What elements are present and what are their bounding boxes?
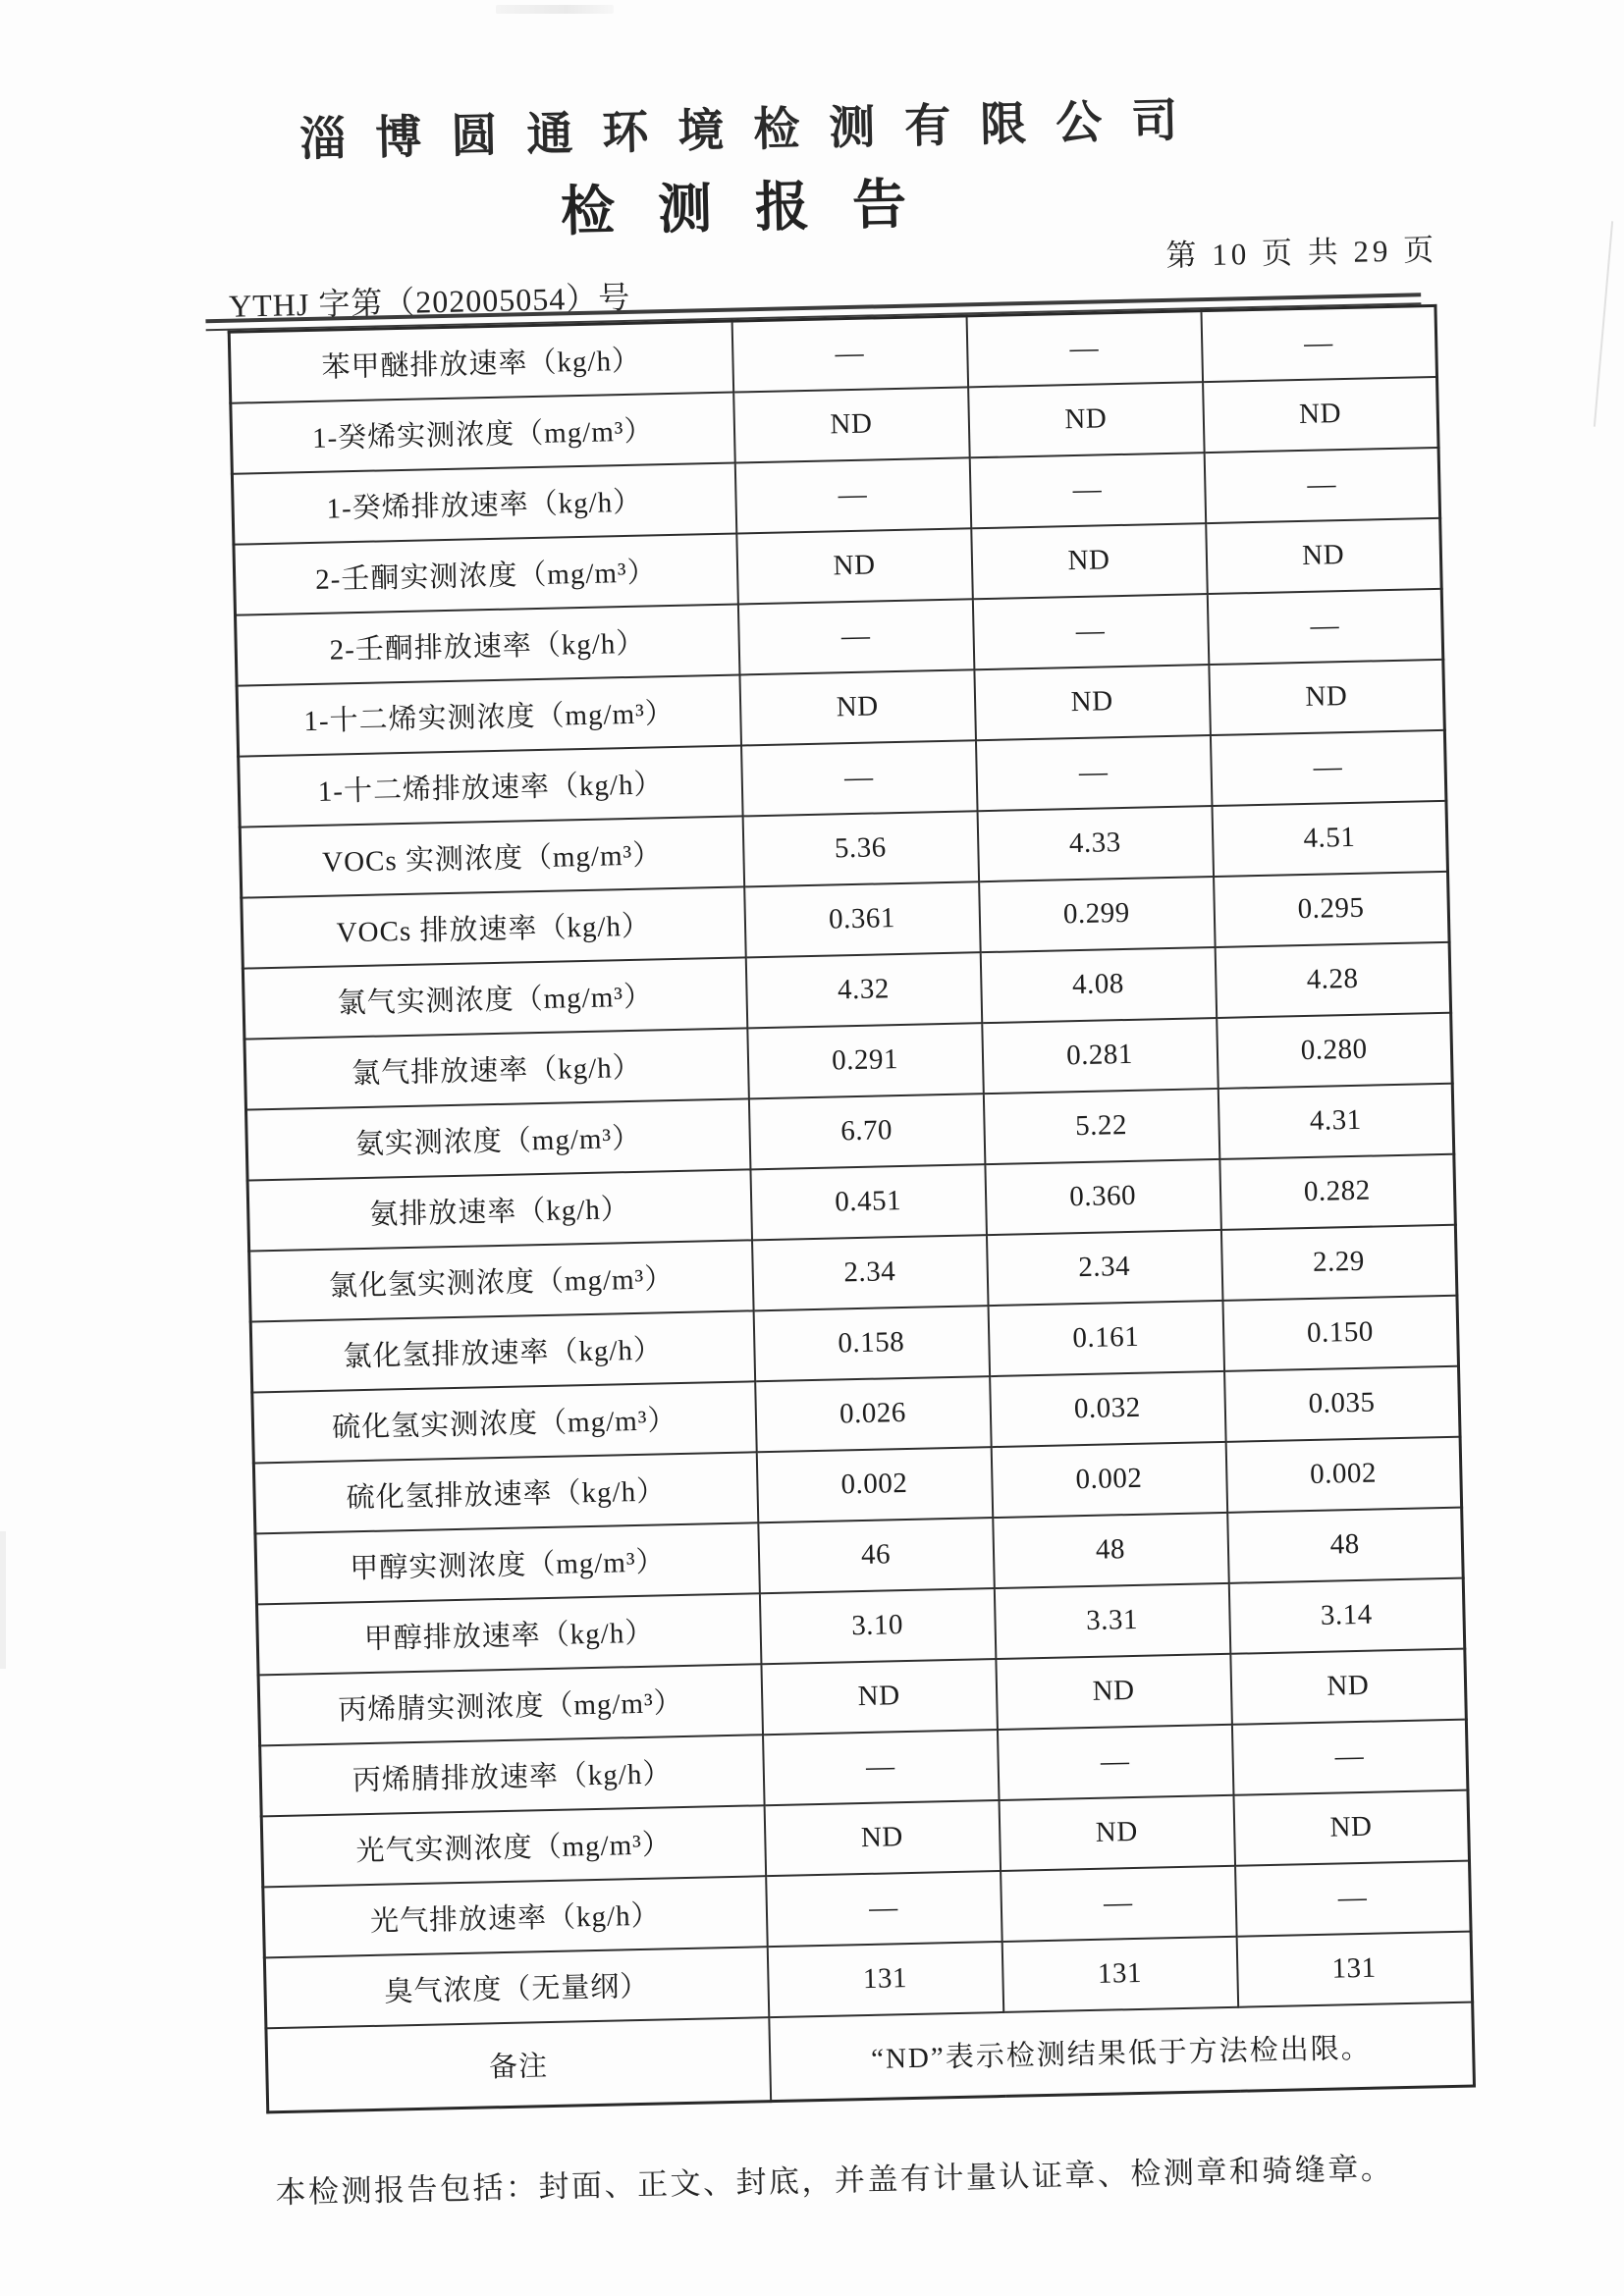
sample-value-3: — [1204, 447, 1440, 522]
sample-value-3: ND [1203, 376, 1439, 452]
sample-value-1: 131 [767, 1941, 1003, 2016]
sample-value-3: ND [1209, 659, 1445, 734]
parameter-label: 甲醇实测浓度（mg/m³） [255, 1522, 759, 1604]
page-indicator: 第 10 页 共 29 页 [1165, 232, 1438, 273]
sample-value-1: 6.70 [748, 1094, 985, 1169]
parameter-label: 氯气实测浓度（mg/m³） [243, 957, 746, 1039]
sample-value-3: 0.295 [1214, 871, 1450, 946]
sample-value-1: 46 [758, 1518, 995, 1593]
sample-value-1: — [737, 599, 974, 674]
parameter-label: 氯气排放速率（kg/h） [244, 1028, 748, 1109]
sample-value-1: — [731, 316, 968, 392]
parameter-label: 硫化氢实测浓度（mg/m³） [252, 1381, 756, 1463]
parameter-label: 1-十二烯实测浓度（mg/m³） [237, 674, 740, 756]
sample-value-2: ND [999, 1794, 1235, 1870]
sample-value-3: 48 [1227, 1507, 1464, 1582]
sample-value-1: 3.10 [759, 1588, 996, 1664]
sample-value-2: — [966, 311, 1203, 387]
sample-value-2: — [969, 453, 1206, 528]
parameter-label: 硫化氢排放速率（kg/h） [253, 1452, 757, 1533]
sample-value-3: — [1201, 305, 1437, 381]
remark-label: 备注 [266, 2017, 771, 2112]
parameter-label: 甲醇排放速率（kg/h） [256, 1593, 760, 1675]
sample-value-3: 0.035 [1224, 1365, 1461, 1441]
parameter-label: 1-十二烯排放速率（kg/h） [239, 745, 742, 827]
sample-value-3: 4.28 [1215, 941, 1451, 1017]
sample-value-3: — [1207, 588, 1443, 664]
sample-value-2: 4.08 [980, 947, 1217, 1023]
parameter-label: 1-癸烯实测浓度（mg/m³） [231, 392, 734, 473]
sample-value-2: 2.34 [986, 1229, 1222, 1305]
parameter-label: VOCs 排放速率（kg/h） [242, 886, 745, 968]
sample-value-2: 0.002 [991, 1441, 1227, 1517]
sample-value-3: ND [1206, 517, 1442, 593]
parameter-label: 2-壬酮实测浓度（mg/m³） [234, 533, 737, 614]
sample-value-2: 0.161 [988, 1300, 1224, 1375]
remark-text: “ND”表示检测结果低于方法检出限。 [769, 2002, 1475, 2102]
parameter-label: 光气实测浓度（mg/m³） [261, 1805, 765, 1887]
report-number: YTHJ 字第（202005054）号 [228, 279, 631, 324]
sample-value-1: 0.158 [753, 1306, 990, 1381]
sample-value-1: 2.34 [752, 1235, 989, 1310]
sample-value-1: ND [733, 387, 970, 462]
sample-value-3: 4.31 [1218, 1083, 1454, 1158]
parameter-label: 光气排放速率（kg/h） [263, 1876, 767, 1957]
results-table-body [229, 305, 1474, 2111]
parameter-label: 1-癸烯排放速率（kg/h） [232, 462, 735, 544]
parameter-label: VOCs 实测浓度（mg/m³） [240, 816, 743, 897]
sample-value-3: 0.002 [1225, 1436, 1462, 1512]
parameter-label: 丙烯腈实测浓度（mg/m³） [258, 1664, 762, 1745]
sample-value-2: 0.360 [985, 1158, 1221, 1234]
sample-value-2: — [972, 594, 1209, 669]
sample-value-3: 2.29 [1220, 1224, 1457, 1300]
results-table [228, 304, 1476, 2113]
parameter-label: 氨排放速率（kg/h） [247, 1169, 751, 1251]
sample-value-2: ND [996, 1653, 1232, 1729]
sample-value-2: 5.22 [983, 1088, 1219, 1163]
sample-value-3: 0.150 [1222, 1295, 1459, 1370]
sample-value-3: — [1210, 729, 1446, 805]
sample-value-1: 0.451 [750, 1164, 987, 1240]
parameter-label: 氯化氢排放速率（kg/h） [250, 1310, 754, 1392]
sample-value-3: 4.51 [1212, 800, 1448, 876]
footer-note: 本检测报告包括：封面、正文、封底，并盖有计量认证章、检测章和骑缝章。 [275, 2151, 1394, 2211]
sample-value-1: ND [764, 1800, 1001, 1876]
sample-value-2: ND [968, 382, 1205, 457]
sample-value-3: ND [1230, 1648, 1467, 1724]
sample-value-3: 0.280 [1217, 1012, 1453, 1088]
parameter-label: 氯化氢实测浓度（mg/m³） [249, 1240, 753, 1321]
sample-value-2: ND [971, 523, 1208, 599]
sample-value-2: 0.281 [982, 1017, 1218, 1093]
sample-value-1: ND [736, 528, 973, 604]
sample-value-3: — [1235, 1860, 1472, 1936]
parameter-label: 2-壬酮排放速率（kg/h） [235, 604, 738, 685]
sample-value-2: — [1001, 1865, 1237, 1941]
sample-value-1: 0.361 [744, 881, 981, 957]
sample-value-2: — [975, 735, 1212, 811]
sample-value-1: — [766, 1870, 1002, 1946]
sample-value-1: 0.002 [756, 1447, 993, 1522]
sample-value-3: 3.14 [1228, 1577, 1465, 1653]
sample-value-3: 131 [1236, 1931, 1473, 2006]
sample-value-2: 48 [993, 1512, 1229, 1587]
sample-value-2: ND [974, 665, 1211, 740]
parameter-label: 臭气浓度（无量纲） [264, 1947, 768, 2028]
sample-value-2: 131 [1001, 1936, 1238, 2011]
company-name: 淄博圆通环境检测有限公司 [298, 94, 1208, 167]
sample-value-1: — [734, 457, 971, 533]
sample-value-1: — [763, 1730, 1000, 1805]
sample-value-1: ND [761, 1659, 998, 1735]
parameter-label: 苯甲醚排放速率（kg/h） [229, 321, 732, 402]
sample-value-3: — [1231, 1719, 1468, 1794]
sample-value-2: 4.33 [977, 806, 1214, 881]
sample-value-1: 5.36 [742, 811, 979, 886]
report-title: 检测报告 [560, 173, 950, 242]
sample-value-1: 0.291 [747, 1023, 984, 1098]
sample-value-1: 0.026 [755, 1376, 992, 1452]
sample-value-1: ND [739, 669, 976, 745]
scan-smudge-left [0, 1531, 6, 1669]
sample-value-2: — [997, 1724, 1233, 1799]
sample-value-2: 3.31 [994, 1582, 1230, 1658]
parameter-label: 丙烯腈排放速率（kg/h） [260, 1735, 764, 1816]
sample-value-2: 0.299 [979, 877, 1216, 952]
sample-value-1: 4.32 [745, 952, 982, 1028]
sample-value-3: ND [1233, 1789, 1470, 1865]
sample-value-2: 0.032 [990, 1370, 1226, 1446]
parameter-label: 氨实测浓度（mg/m³） [245, 1098, 749, 1180]
sample-value-1: — [741, 740, 978, 816]
sample-value-3: 0.282 [1219, 1153, 1456, 1229]
